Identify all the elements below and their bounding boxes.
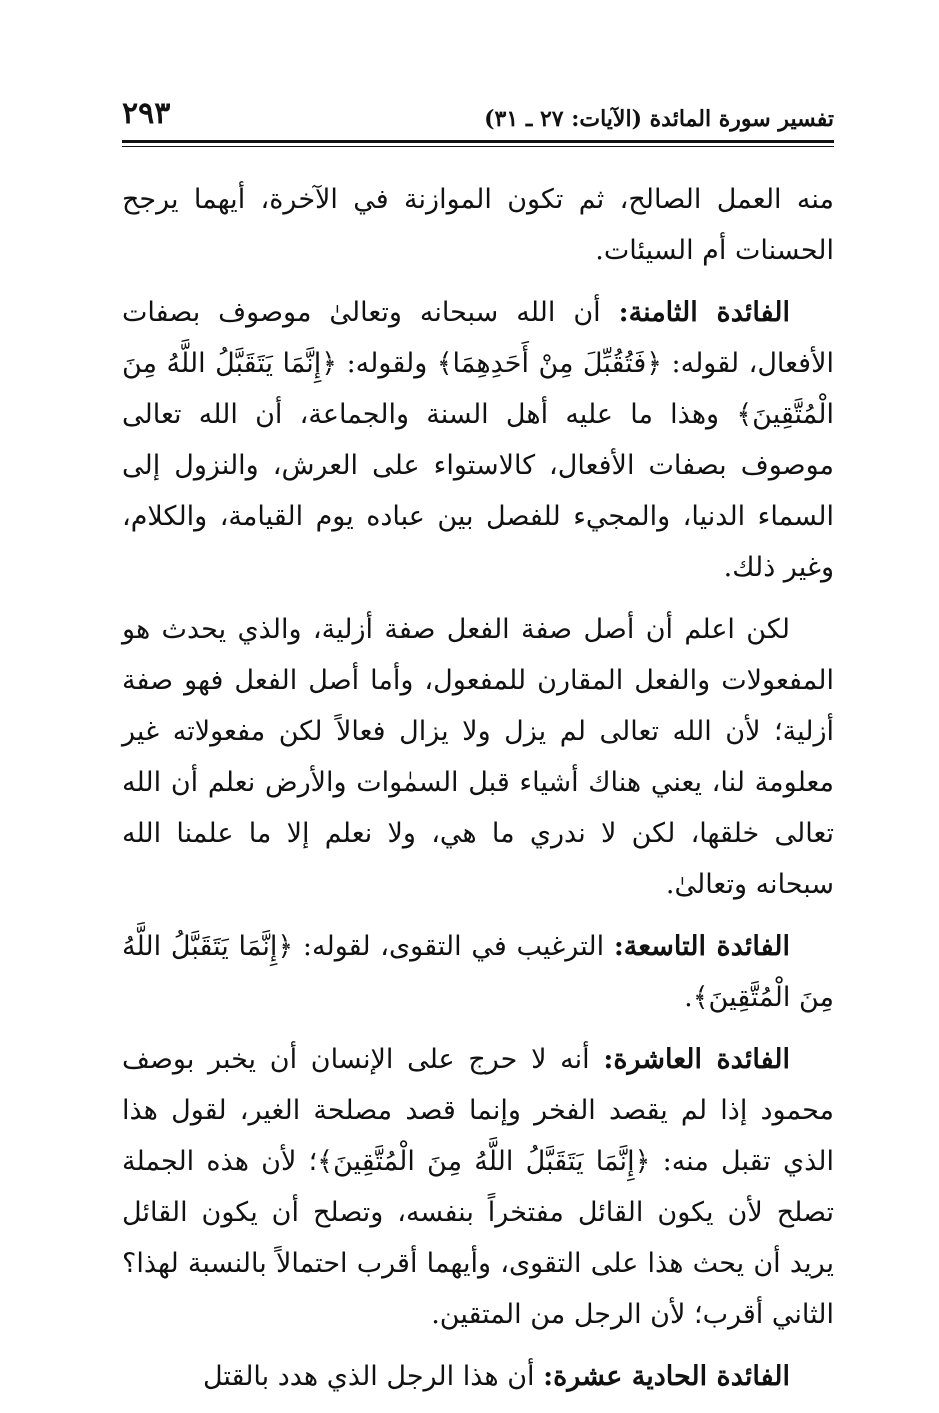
paragraph-5 — [122, 1034, 834, 1340]
paragraph-4 — [122, 921, 834, 1023]
header-rule-thin — [122, 146, 834, 147]
paragraph-2-text: أن الله سبحانه وتعالىٰ موصوف بصفات الأفعال، لقوله: ﴿فَتُقُبِّلَ مِنْ أَحَدِهِمَا﴾ ولقوله: ﴿إِنَّمَا يَتَقَبَّلُ اللَّهُ مِنَ الْمُتَّقِينَ﴾ وهذا ما عليه أهل السنة والجماعة، أن الله تعالى موصوف بصفات الأفعال، كالاستواء على العرش، والنزول إلى السماء الدنيا، والمجيء للفصل بين عباده يوم القيامة، والكلام، وغير ذلك. — [122, 297, 834, 583]
paragraph-6 — [122, 1351, 834, 1402]
paragraph-1 — [122, 174, 834, 276]
paragraph-6-lead: الفائدة الحادية عشرة: — [543, 1361, 790, 1392]
paragraph-4-lead: الفائدة التاسعة: — [613, 931, 791, 962]
paragraph-6-text: أن هذا الرجل الذي هدد بالقتل — [202, 1361, 544, 1392]
page-number: ٢٩٣ — [122, 96, 171, 131]
page-header — [122, 92, 834, 140]
paragraph-1-text: منه العمل الصالح، ثم تكون الموازنة في الآخرة، أيهما يرجح الحسنات أم السيئات. — [122, 184, 834, 266]
paragraph-5-text: أنه لا حرج على الإنسان أن يخبر بوصف محمود إذا لم يقصد الفخر وإنما قصد مصلحة الغير، لقول هذا الذي تقبل منه: ﴿إِنَّمَا يَتَقَبَّلُ اللَّهُ مِنَ الْمُتَّقِينَ﴾؛ لأن هذه الجملة تصلح لأن يكون القائل مفتخراً بنفسه، وتصلح أن يكون القائل يريد أن يحث هذا على التقوى، وأيهما أقرب احتمالاً بالنسبة لهذا؟ الثاني أقرب؛ لأن الرجل من المتقين. — [122, 1044, 834, 1330]
paragraph-3 — [122, 604, 834, 910]
paragraph-2-lead: الفائدة الثامنة: — [618, 297, 790, 328]
header-rule-thick — [122, 140, 834, 143]
paragraph-3-text: لكن اعلم أن أصل صفة الفعل صفة أزلية، والذي يحدث هو المفعولات والفعل المقارن للمفعول، وأما أصل الفعل فهو صفة أزلية؛ لأن الله تعالى لم يزل ولا يزال فعالاً لكن مفعولاته غير معلومة لنا، يعني هناك أشياء قبل السمٰوات والأرض نعلم أن الله تعالى خلقها، لكن لا ندري ما هي، ولا نعلم إلا ما علمنا الله سبحانه وتعالىٰ. — [122, 614, 834, 900]
paragraph-5-lead: الفائدة العاشرة: — [603, 1044, 790, 1075]
running-title: تفسير سورة المائدة (الآيات: ٢٧ ـ ٣١) — [484, 106, 834, 132]
paragraph-2 — [122, 287, 834, 593]
book-page — [122, 92, 834, 1392]
paragraph-4-text: الترغيب في التقوى، لقوله: ﴿إِنَّمَا يَتَقَبَّلُ اللَّهُ مِنَ الْمُتَّقِينَ﴾. — [122, 931, 834, 1013]
page-body — [122, 174, 834, 1413]
